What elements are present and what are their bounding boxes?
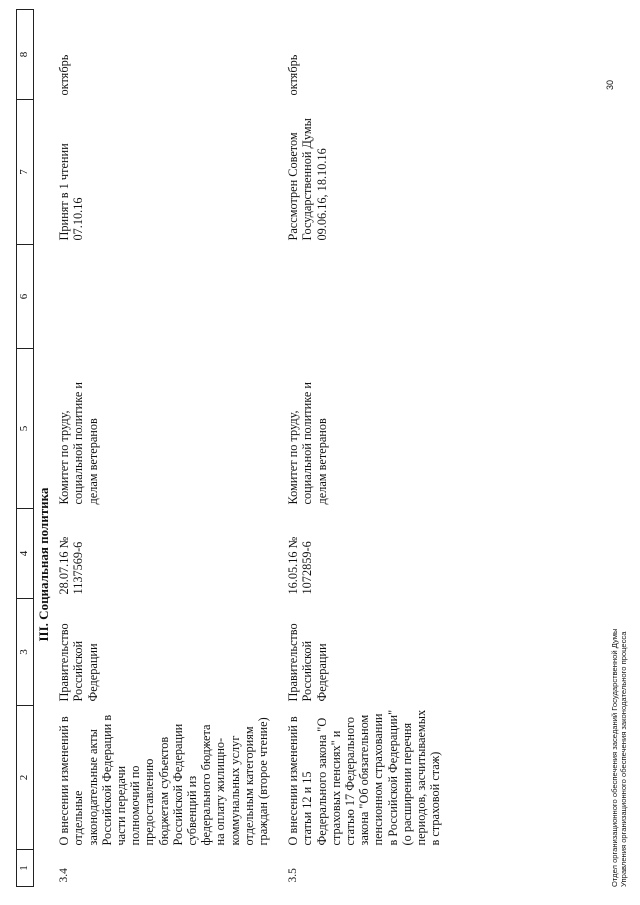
column-number: 1: [17, 850, 34, 887]
bill-status: Принят в 1 чтении 07.10.16: [57, 143, 86, 241]
column-number: 5: [17, 349, 34, 509]
column-number: 8: [17, 10, 34, 100]
registration-info: 28.07.16 № 1137569-6: [57, 536, 86, 595]
column-number: 3: [17, 599, 34, 706]
bill-title: О внесении изменений в отдельные законодательные акты Российской Федерации в части передачи полномочий по предоставлению бюджетам субъектов Российской Федерации субвенций из федерального бюджета на оплату жилищно-коммунальных услуг отдельным категориям граждан (второе чтение): [57, 714, 271, 846]
table-row: [272, 10, 444, 887]
bill-author: Правительство Российской Федерации: [57, 623, 100, 702]
planned-month: октябрь: [286, 54, 301, 96]
column-number-row: [17, 10, 34, 887]
column-6-cell: [55, 245, 272, 349]
row-number: 3.4: [58, 868, 71, 883]
page-number: 30: [605, 79, 615, 90]
registration-info: 16.05.16 № 1072859-6: [286, 536, 315, 595]
bill-title: О внесении изменений в статьи 12 и 15 Федерального закона "О страховых пенсиях" и статью 17 Федерального закона "Об обязательном пенсионном страховании в Российской Федерации" (о расширении перечня периодов, засчитываемых в страховой стаж): [286, 709, 443, 846]
legislation-table: [16, 9, 444, 887]
footer-line-department: Отдел организационного обеспечения заседаний Государственной Думы: [610, 628, 619, 887]
column-number: 4: [17, 509, 34, 599]
responsible-committee: Комитет по труду, социальной политике и делам ветеранов: [286, 382, 329, 505]
column-number: 7: [17, 100, 34, 245]
column-6-cell: [272, 245, 444, 349]
section-header-row: [34, 10, 56, 887]
planned-month: октябрь: [57, 54, 72, 96]
responsible-committee: Комитет по труду, социальной политике и делам ветеранов: [57, 382, 100, 505]
section-title: III. Социальная политика: [36, 487, 51, 642]
table-row: [55, 10, 272, 887]
footer-line-directorate: Управления организационного обеспечения законодательного процесса: [619, 631, 628, 887]
bill-author: Правительство Российской Федерации: [286, 623, 329, 702]
column-number: 2: [17, 706, 34, 850]
bill-status: Рассмотрен Советом Государственной Думы 09.06.16, 18.10.16: [286, 118, 329, 241]
page-footer: [610, 629, 628, 887]
row-number: 3.5: [287, 868, 300, 883]
column-number: 6: [17, 245, 34, 349]
